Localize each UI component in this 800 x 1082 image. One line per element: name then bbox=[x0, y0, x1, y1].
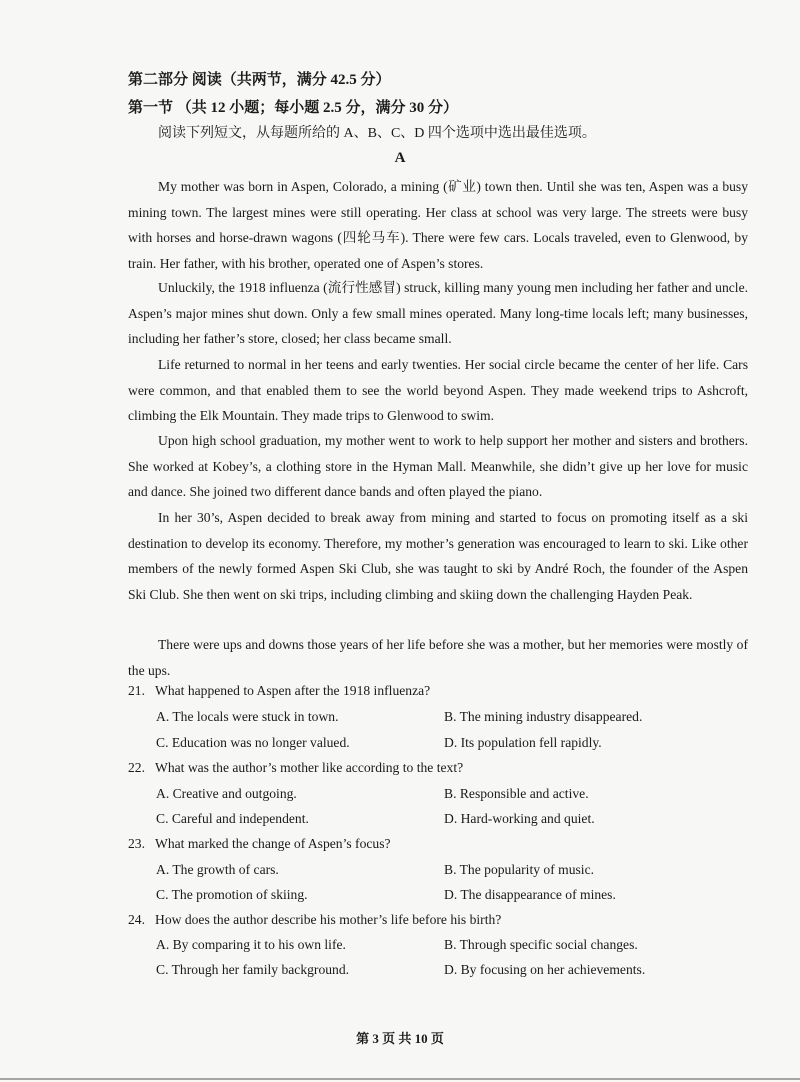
option-21-b: B. The mining industry disappeared. bbox=[444, 709, 643, 724]
instruction-text: 阅读下列短文，从每题所给的 A、B、C、D 四个选项中选出最佳选项。 bbox=[158, 126, 596, 141]
option-22-b: B. Responsible and active. bbox=[444, 786, 589, 801]
passage-paragraph: Upon high school graduation, my mother went to work to help support her mother and sisters and brothers. She worked at Kobey’s, a clothing store in the Hyman Mall. Meanwhile, she didn’t give up her love for music and dance. She joined two different dance bands and often played the piano. bbox=[128, 433, 748, 500]
option-24-b: B. Through specific social changes. bbox=[444, 937, 638, 952]
question-text: How does the author describe his mother’s life before his birth? bbox=[155, 912, 502, 927]
question-21 bbox=[128, 683, 430, 699]
question-22 bbox=[128, 760, 463, 776]
passage-paragraph: Unluckily, the 1918 influenza (流行性感冒) struck, killing many young men including her father and uncle. Aspen’s major mines shut down. Only a few small mines operated. Many long-time locals left; many businesses, including her father’s store, closed; her class became small. bbox=[128, 280, 748, 347]
option-23-b: B. The popularity of music. bbox=[444, 862, 595, 877]
option-24-a: A. By comparing it to his own life. bbox=[156, 937, 346, 952]
option-21-d: D. Its population fell rapidly. bbox=[444, 735, 602, 750]
question-number: 22. bbox=[128, 760, 145, 775]
question-24 bbox=[128, 912, 501, 928]
option-22-a: A. Creative and outgoing. bbox=[156, 786, 297, 801]
part-heading: 第二部分 阅读（共两节，满分 42.5 分） bbox=[128, 72, 391, 88]
passage-paragraph: In her 30’s, Aspen decided to break away from mining and started to focus on promoting itself as a ski destination to develop its economy. Therefore, my mother’s generation was encouraged to learn to ski. Like other members of the newly formed Aspen Ski Club, she was taught to ski by André Roch, the founder of the Aspen Ski Club. She then went on ski trips, including climbing and skiing down the challenging Hayden Peak. bbox=[128, 510, 748, 602]
question-text: What was the author’s mother like according to the text? bbox=[155, 760, 464, 775]
page-number: 第 3 页 共 10 页 bbox=[356, 1031, 444, 1046]
option-22-d: D. Hard-working and quiet. bbox=[444, 811, 595, 826]
question-23 bbox=[128, 836, 391, 852]
passage-paragraph: Life returned to normal in her teens and early twenties. Her social circle became the center of her life. Cars were common, and that enabled them to see the world beyond Aspen. They made weekend trips to Ashcroft, climbing the Elk Mountain. They made trips to Glenwood to swim. bbox=[128, 357, 748, 424]
option-23-a: A. The growth of cars. bbox=[156, 862, 279, 877]
question-text: What marked the change of Aspen’s focus? bbox=[155, 836, 391, 851]
question-number: 23. bbox=[128, 836, 145, 851]
option-24-d: D. By focusing on her achievements. bbox=[444, 962, 646, 977]
option-21-c: C. Education was no longer valued. bbox=[156, 735, 350, 750]
option-24-c: C. Through her family background. bbox=[156, 962, 350, 977]
passage-paragraph: My mother was born in Aspen, Colorado, a mining (矿业) town then. Until she was ten, Aspen was a busy mining town. The largest mines were still operating. Her class at school was very large. The streets were busy with horses and horse-drawn wagons (四轮马车). There were few cars. Locals traveled, even to Glenwood, by train. Her father, with his brother, operated one of Aspen’s stores. bbox=[128, 179, 748, 271]
passage-paragraph: There were ups and downs those years of her life before she was a mother, but her memories were mostly of the ups. bbox=[128, 637, 748, 678]
question-number: 21. bbox=[128, 683, 145, 698]
passage-title: A bbox=[394, 150, 406, 166]
question-number: 24. bbox=[128, 912, 145, 927]
option-21-a: A. The locals were stuck in town. bbox=[156, 709, 339, 724]
question-text: What happened to Aspen after the 1918 influenza? bbox=[155, 683, 431, 698]
option-23-c: C. The promotion of skiing. bbox=[156, 887, 308, 902]
section-heading: 第一节 （共 12 小题；每小题 2.5 分，满分 30 分） bbox=[128, 100, 459, 116]
scan-edge-divider bbox=[0, 1078, 800, 1080]
option-22-c: C. Careful and independent. bbox=[156, 811, 309, 826]
option-23-d: D. The disappearance of mines. bbox=[444, 887, 616, 902]
